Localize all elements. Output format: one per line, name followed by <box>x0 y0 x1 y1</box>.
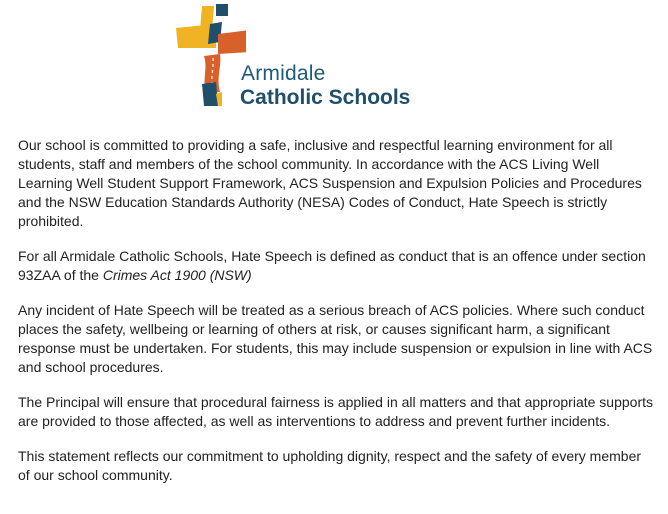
paragraph-breach: Any incident of Hate Speech will be treated as a serious breach of ACS policies. Where such conduct places the safety, wellbeing or learning of others at risk, or causes significant harm, a significant response must be undertaken. For students, this may include suspension or expulsion in line with ACS and school procedures. <box>18 302 653 375</box>
paragraph-commitment: Our school is committed to providing a safe, inclusive and respectful learning environment for all students, staff and members of the school community. In accordance with the ACS Living Well Learning Well Student Support Framework, ACS Suspension and Expulsion Policies and Procedures and the NSW Education Standards Authority (NESA) Codes of Conduct, Hate Speech is strictly prohibited. <box>18 137 642 229</box>
definition-text: For all Armidale Catholic Schools, Hate Speech is defined as conduct that is an offence under section 93ZAA of the <box>18 248 646 283</box>
armidale-catholic-schools-logo <box>176 4 446 108</box>
logo-text-catholic-schools: Catholic Schools <box>240 86 411 109</box>
paragraph-closing: This statement reflects our commitment to upholding dignity, respect and the safety of every member of our school community. <box>18 448 642 483</box>
logo-text-armidale: Armidale <box>241 62 326 85</box>
crimes-act-reference: Crimes Act 1900 (NSW) <box>102 267 252 283</box>
hate-speech-statement <box>18 136 654 501</box>
paragraph-definition <box>18 247 654 285</box>
paragraph-procedural-fairness: The Principal will ensure that procedural fairness is applied in all matters and that appropriate supports are provided to those affected, as well as interventions to address and prevent further incidents. <box>18 394 654 429</box>
cross-emblem-icon <box>176 4 246 108</box>
